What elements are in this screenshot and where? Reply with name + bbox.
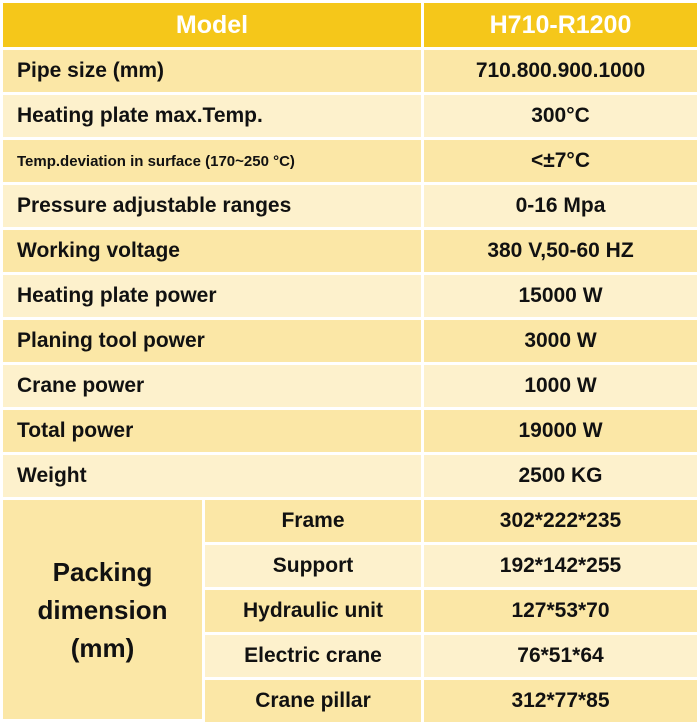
spec-table xyxy=(3,3,697,722)
packing-dimension-label xyxy=(3,500,205,722)
packing-label-line: Packing xyxy=(52,556,153,587)
header-row xyxy=(3,3,697,50)
spec-row-heating-power xyxy=(3,275,697,320)
spec-label: Planing tool power xyxy=(3,320,424,365)
spec-label: Pipe size (mm) xyxy=(3,50,424,95)
spec-value: 3000 W xyxy=(424,320,697,365)
packing-item-value: 302*222*235 xyxy=(424,500,697,545)
spec-row-pipe-size xyxy=(3,50,697,95)
spec-label: Heating plate max.Temp. xyxy=(3,95,424,140)
packing-label-line: (mm) xyxy=(70,632,135,663)
spec-value: 0-16 Mpa xyxy=(424,185,697,230)
spec-label: Heating plate power xyxy=(3,275,424,320)
spec-label: Temp.deviation in surface (170~250 °C) xyxy=(3,140,424,185)
spec-value: 15000 W xyxy=(424,275,697,320)
packing-item-label: Electric crane xyxy=(205,635,424,680)
spec-value: 2500 KG xyxy=(424,455,697,500)
spec-value: 710.800.900.1000 xyxy=(424,50,697,95)
model-header-label: Model xyxy=(3,3,424,50)
packing-item-value: 76*51*64 xyxy=(424,635,697,680)
spec-value: 380 V,50-60 HZ xyxy=(424,230,697,275)
spec-row-voltage xyxy=(3,230,697,275)
model-header-value: H710-R1200 xyxy=(424,3,697,50)
spec-label: Weight xyxy=(3,455,424,500)
packing-item-value: 127*53*70 xyxy=(424,590,697,635)
spec-value: <±7°C xyxy=(424,140,697,185)
spec-row-crane-power xyxy=(3,365,697,410)
spec-row-weight xyxy=(3,455,697,500)
packing-item-label: Support xyxy=(205,545,424,590)
packing-item-value: 312*77*85 xyxy=(424,680,697,722)
spec-value: 19000 W xyxy=(424,410,697,455)
packing-label-line: dimension xyxy=(37,594,168,625)
spec-row-planing-power xyxy=(3,320,697,365)
spec-label: Crane power xyxy=(3,365,424,410)
spec-value: 1000 W xyxy=(424,365,697,410)
spec-row-temp-deviation xyxy=(3,140,697,185)
packing-item-label: Hydraulic unit xyxy=(205,590,424,635)
packing-row-frame xyxy=(3,500,697,545)
spec-label: Total power xyxy=(3,410,424,455)
spec-value: 300°C xyxy=(424,95,697,140)
spec-row-total-power xyxy=(3,410,697,455)
spec-label: Working voltage xyxy=(3,230,424,275)
packing-item-value: 192*142*255 xyxy=(424,545,697,590)
spec-row-pressure xyxy=(3,185,697,230)
packing-item-label: Frame xyxy=(205,500,424,545)
packing-item-label: Crane pillar xyxy=(205,680,424,722)
spec-row-heating-temp xyxy=(3,95,697,140)
spec-label: Pressure adjustable ranges xyxy=(3,185,424,230)
